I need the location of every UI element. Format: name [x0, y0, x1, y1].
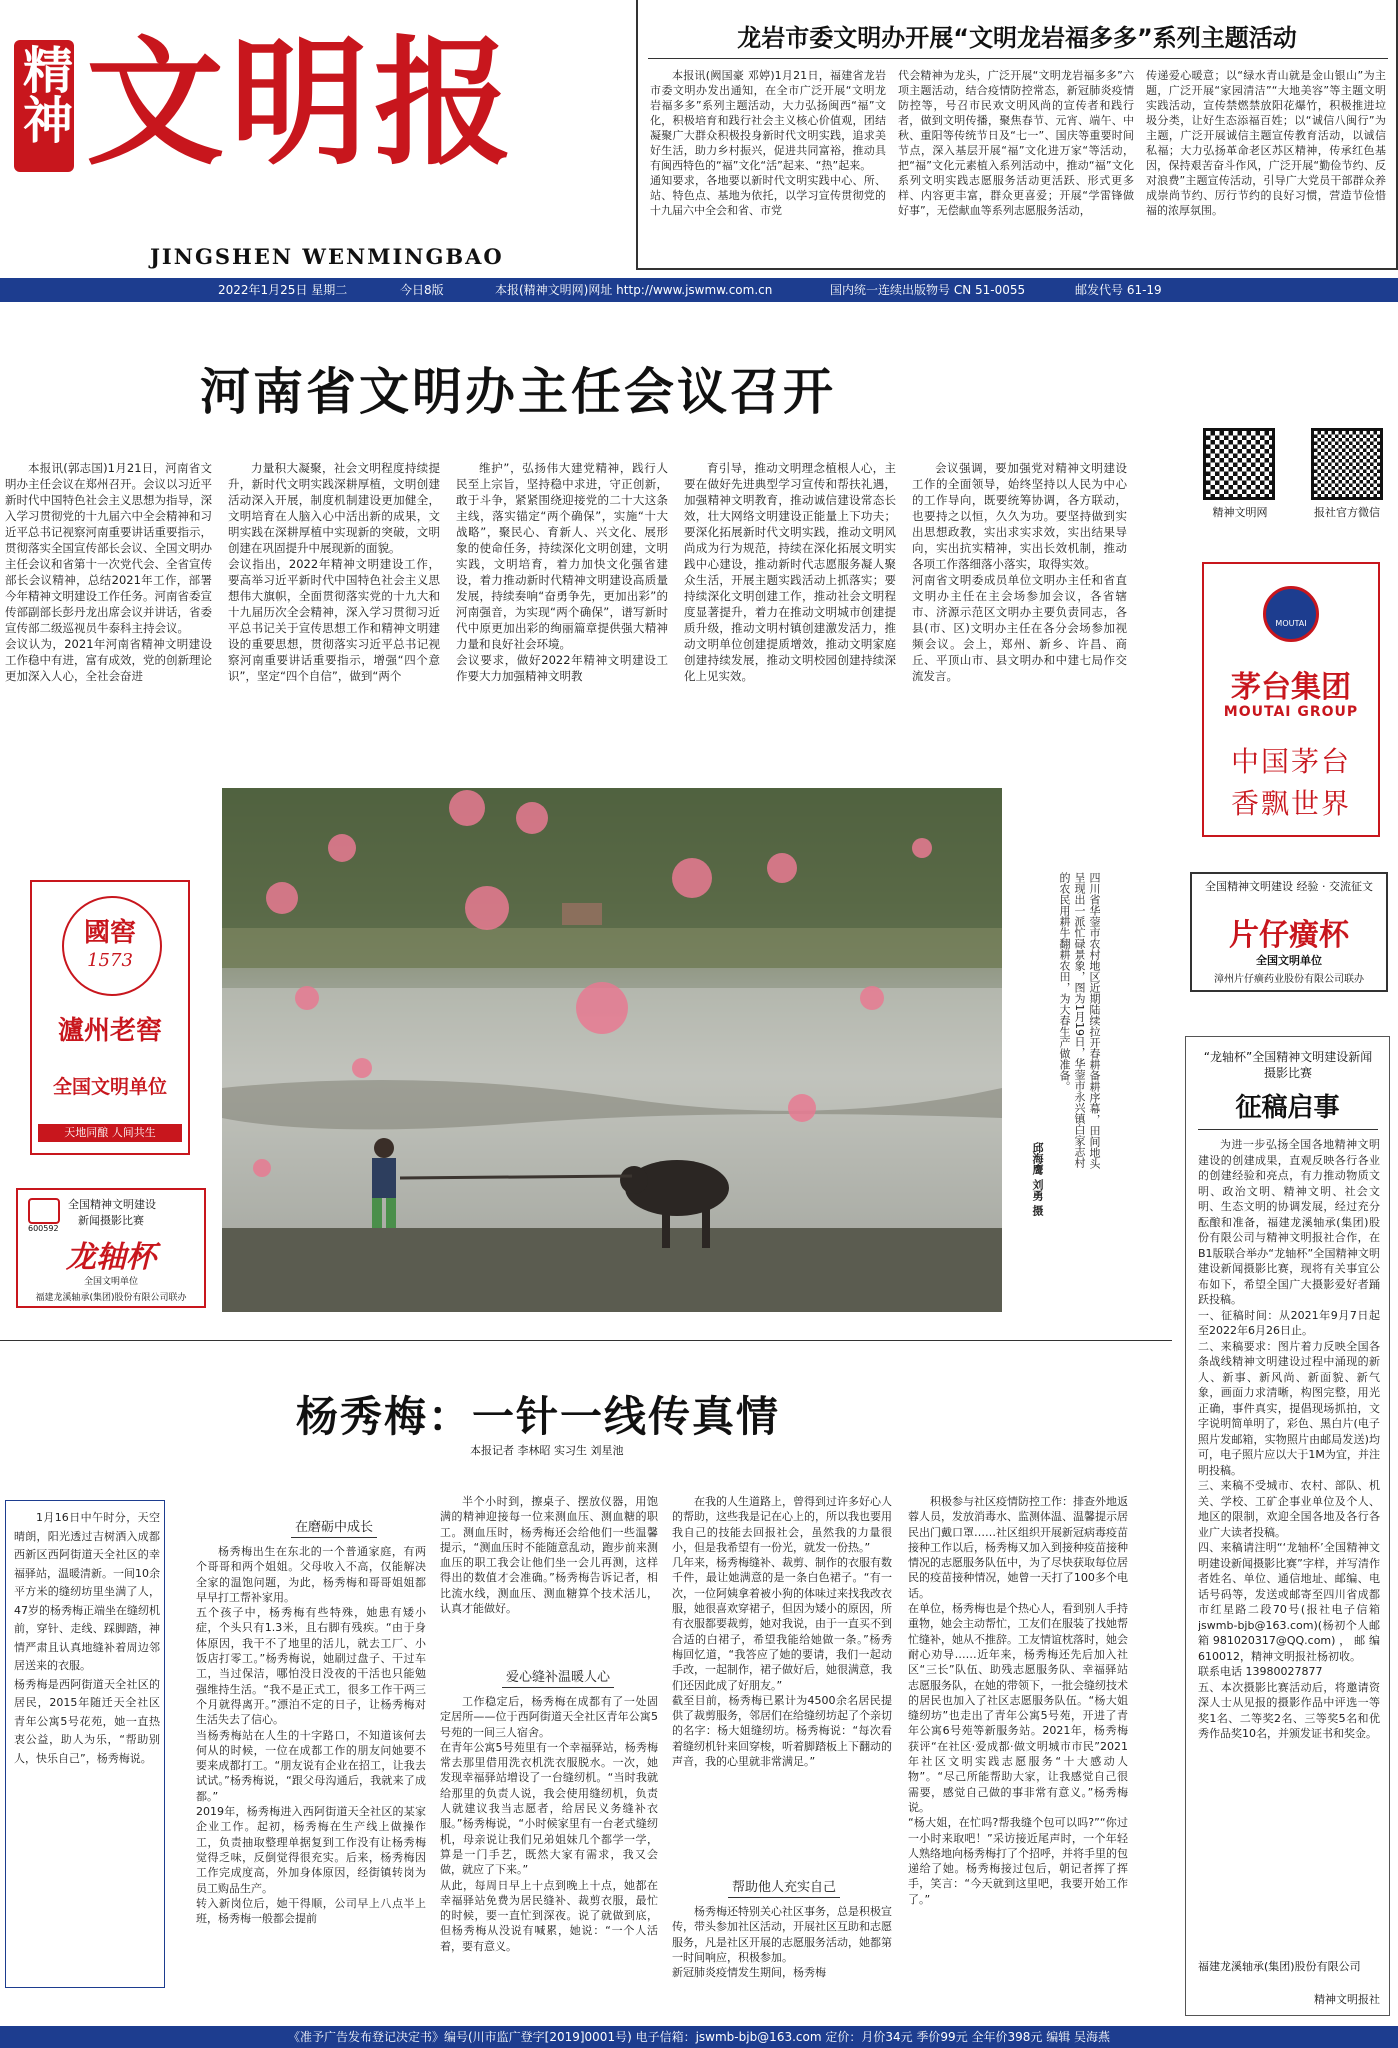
feature-col4: 积极参与社区疫情防控工作：排查外地返蓉人员，发放消毒水、监测体温、温馨提示居民出门戴口罩……社区组织开展新冠病毒疫苗接种工作以后，杨秀梅又加入到接种疫苗接种情况的志愿服务队伍中，为了尽快获取每位居民的疫苗接种情况，她曾一天打了100多个电话。 在单位，杨秀梅也是个热心人，看到别人手持重物，她会主动帮忙，工友们在服装了找她帮忙缝补，她从不推辞。工友情谊枕落时，她会耐心劝导……近年来，杨秀梅还先后加入社区“三长”队伍、助残志愿服务队、幸福驿站志愿服务队，在她的带领下，一批会缝纫技术的居民也加入了社区志愿服务队伍。“杨大姐缝纫坊”也走出了青年公寓5号苑，开进了青年公寓6号苑等新服务站。2021年，杨秀梅获评“在社区·爱成都·做文明城市市民”2021年社区文明实践志愿服务“十大感动人物”。“尽己所能帮助大家，让我感觉自己很需要，感觉自己做的事非常有意义。”杨秀梅说。 “杨大姐，在忙吗?帮我缝个包可以吗?”“你过一小时来取吧！”采访接近尾声时，一个年轻人熟络地向杨秀梅打了个招呼，并将手里的包递给了她。杨秀梅接过包后，朝记者挥了挥手，笑言：“今天就到这里吧，我要开始工作了。”: [908, 1495, 1128, 1906]
guojiao-slogan: 天地同酿 人间共生: [38, 1124, 182, 1142]
feature-headline: 杨秀梅：一针一线传真情: [296, 1392, 781, 1441]
postal-code: 邮发代号 61-19: [1075, 283, 1162, 297]
moutai-en: MOUTAI GROUP: [1223, 704, 1359, 720]
feature-sidebar: [5, 1500, 165, 1988]
feature-sub2-text: 爱心缝补温暖人心: [502, 1670, 614, 1688]
moutai-brand: MOUTAI: [1275, 619, 1307, 628]
feature-sub3: [684, 1876, 884, 1895]
notice-org1: 福建龙溪轴承(集团)股份有限公司: [1198, 1960, 1361, 1973]
main-col1: 本报讯(郭志国)1月21日，河南省文明办主任会议在郑州召开。会议以习近平新时代中国特色社会主义思想为指导，深入学习贯彻党的十九届六中全会精神和习近平总书记视察河南重要讲话重要指示，贯彻落实全国宣传部长会议、全国文明办主任会议和省第十一次党代会、全省宣传部长会议精神，总结2021年工作，部署今年精神文明建设工作任务。河南省委宣传部副部长彭丹龙出席会议并讲话，省委宣传部二级巡视员牛泰科主持会议。 会议认为，2021年河南省精神文明建设工作稳中有进，富有成效，党的创新理论更加深入人心，全社会奋进: [5, 461, 212, 683]
luzhou-laojiao: 瀘州老窖: [57, 1016, 162, 1046]
guojiao-name: 國窖: [83, 918, 136, 948]
pzh-name: 片仔癀杯: [1229, 918, 1349, 953]
footer: 《准予广告发布登记决定书》编号(川市监广登字[2019]0001号) 电子信箱：jswmb-bjb@163.com 定价：月价34元 季价99元 全年价398元 编辑 吴海燕: [0, 2026, 1398, 2048]
masthead: [0, 0, 640, 275]
feature-col2b: 工作稳定后，杨秀梅在成都有了一处固定居所——位于西阿街道天全社区青年公寓5号苑的一间三人宿舍。 在青年公寓5号苑里有一个幸福驿站，杨秀梅常去那里借用洗衣机洗衣服脱水。一次，她发现幸福驿站增设了一台缝纫机。“当时我就给那里的负责人说，我会使用缝纫机，负责人就建议我当志愿者，给居民义务缝补衣服。”杨秀梅说，“小时候家里有一台老式缝纫机，母亲说让我们兄弟姐妹几个都学一学，算是一门手艺，既然大家有需求，我又会做，就应了下来。” 从此，每周日早上十点到晚上十点，她都在幸福驿站免费为居民缝补、裁剪衣服，最忙的时候，要一直忙到深夜。说了就做到底，但杨秀梅从没说有喊累，她说：“一个人活着，要有意义。: [440, 1695, 658, 1953]
feature-col2: 半个小时到，擦桌子、摆放仪器，用饱满的精神迎接每一位来测血压、测血糖的职工。测血压时，杨秀梅还会给他们一些温馨提示，“测血压时不能随意乱动，跑步前来测血压的职工我会让他们坐一会儿再测，这样得出的数值才会准确。”杨秀梅告诉记者，相比流水线，测血压、测血糖算个技术活儿，认真才能做好。: [440, 1495, 658, 1616]
photo-credit: 邱海鹰 刘勇 摄: [1031, 1142, 1044, 1216]
feature-sub1: [234, 1516, 434, 1535]
main-col5: 会议强调，要加强党对精神文明建设工作的全面领导，始终坚持以人民为中心的工作导向，既要统筹协调，各方联动，也要持之以恒，久久为功。要坚持做到实出思想政教，实出求实求效，实出结果导向，实出抗实精神，实出长效机制，推动各项工作落细落小落实，取得实效。 河南省文明委成员单位文明办主任和省直文明办主任在主会场参加会议，各省辖市、济源示范区文明办主要负责同志，各县(市、区)文明办主任在各分会场参加视频会议。会上，郑州、新乡、许昌、商丘、平顶山市、县文明办和中建七局作交流发言。: [912, 461, 1127, 683]
lzb-logo-icon: [28, 1198, 60, 1224]
qr-label-2: 报社官方微信: [1314, 506, 1380, 519]
photo-scene: [222, 788, 1002, 1312]
main-headline: 河南省文明办主任会议召开: [200, 362, 836, 421]
lzb-code: 600592: [28, 1224, 59, 1233]
qr-code-1[interactable]: [1203, 428, 1275, 500]
pzh-top: 全国精神文明建设 经验 · 交流征文: [1205, 880, 1373, 893]
notice-body: 为进一步弘扬全国各地精神文明建设的创建成果，直观反映各行各业的创建经验和亮点，有力推动物质文明、政治文明、精神文明、社会文明、生态文明的协调发展，经过充分酝酿和准备，福建龙溪轴承(集团)股份有限公司与精神文明报社合作，在B1版联合举办“龙轴杯”全国精神文明建设新闻摄影比赛，现将有关事宜公布如下，希望全国广大摄影爱好者踊跃投稿。 一、征稿时间：从2021年9月7日起至2022年6月26日止。 二、来稿要求：图片着力反映全国各条战线精神文明建设过程中涌现的新人、新事、新风尚、新面貌、新气象，画面力求清晰，构图完整，用光正确，事件真实，提倡现场抓拍，文字说明简单明了，彩色、黑白片(电子照片发邮箱，实物照片由邮局发送)均可，电子照片应以大于1M为宜，并注明投稿。 三、来稿不受城市、农村、部队、机关、学校、工矿企事业单位及个人、地区的限制，欢迎全国各地及各行各业广大读者投稿。 四、来稿请注明“‘龙轴杯’全国精神文明建设新闻摄影比赛”字样，并写清作者姓名、单位、通信地址、邮编、电话号码等，发送或邮寄至四川省成都市红星路二段70号(报社电子信箱jswmb-bjb@163.com)(杨初个人邮箱981020317@QQ.com)，邮编610012，精神文明报社杨初收。 联系电话 13980027877 五、本次摄影比赛活动后，将邀请资深人士从见报的摄影作品中评选一等奖1名、二等奖2名、三等奖5名和优秀作品奖10名，并颁发证书和奖金。: [1198, 1138, 1380, 1740]
top-story-headline: 龙岩市委文明办开展“文明龙岩福多多”系列主题活动: [737, 24, 1297, 52]
lzb-name: 龙轴杯: [66, 1240, 156, 1275]
notice-org2: 精神文明报社: [1314, 1993, 1380, 2006]
top-story-box: [636, 0, 1398, 270]
masthead-title-small: 精神: [15, 44, 74, 144]
lzb-line2: 新闻摄影比赛: [78, 1214, 144, 1227]
feature-sidebar-text: 1月16日中午时分，天空晴朗，阳光透过吉树洒入成都西新区西阿街道天全社区的幸福驿站，温暖清新。一间10余平方米的缝纫坊里坐满了人，47岁的杨秀梅正端坐在缝纫机前，穿针、走线、踩脚踏，神情严肃且认真地缝补着周边邻居送来的衣服。 杨秀梅是西阿街道天全社区的居民，2015年随迁天全社区青年公寓5号花苑，她一直热衷公益，助人为乐，“帮助别人，快乐自己”，杨秀梅说。: [14, 1511, 160, 1765]
main-col3: 维护”，弘扬伟大建党精神，践行人民至上宗旨，坚持稳中求进，守正创新，敢于斗争，紧紧围绕迎接党的二十大这条主线，落实锚定“两个确保”，实施“十大战略”，聚民心、育新人、兴文化、展形象的使命任务，持续深化文明创建，文明实践，文明培育，着力加快文化强省建设，着力推动新时代精神文明建设高质量发展，持续奏响“奋勇争先，更加出彩”的河南强音，为实现“两个确保”，谱写新时代中原更加出彩的绚丽篇章提供强大精神力量和良好社会环境。 会议要求，做好2022年精神文明建设工作要大力加强精神文明教: [456, 461, 668, 683]
lzb-company: 福建龙溪轴承(集团)股份有限公司联办: [35, 1293, 187, 1303]
pianzaihuang-ad: [1190, 872, 1388, 992]
qr-code-2[interactable]: [1311, 428, 1383, 500]
moutai-ad: [1202, 562, 1380, 837]
date-line: 2022年1月25日 星期二: [218, 283, 348, 297]
moutai-name: 茅台集团: [1231, 670, 1351, 705]
top-story-col3: 传递爱心暖意；以“绿水青山就是金山银山”为主题，广泛开展“家园清洁”“大地美容”等主题文明实践活动，宣传禁燃禁放阳花爆竹，积极推进垃圾分类，让好生态添福百姓；以“诚信八闽行”为主题，广泛开展诚信主题宣传教育活动，以诚信私福；大力弘扬革命老区苏区精神，传承红色基因，保持艰苦奋斗作风，广泛开展“勤俭节约、反对浪费”主题宣传活动，引导广大党员干部群众养成崇尚节约、厉行节约的良好习惯，营造节俭惜福的浓厚氛围。: [1146, 69, 1386, 217]
feature-byline: 本报记者 李林昭 实习生 刘星池: [470, 1444, 624, 1457]
pzh-unit: 全国文明单位: [1256, 954, 1322, 967]
photo-caption: 四川省华蓥市农村地区近期陆续拉开春耕备耕序幕，田间地头呈现出一派忙碌景象，图为1月19日，华蓥市永兴镇白家志村的农民用耕牛翻耕农田，为大春生产做准备。: [1058, 872, 1101, 1169]
feature-sub1-text: 在磨砺中成长: [291, 1520, 377, 1538]
date-bar: [0, 278, 1398, 302]
top-story-col2: 代会精神为龙头，广泛开展“文明龙岩福多多”六项主题活动，结合疫情防控常态，新冠肺炎疫情防控等，号召市民欢文明风尚的宣传者和践行者，做到文明传播，聚焦春节、元宵、端午、中秋、重阳等传统节日及“七一”、国庆等重要时间节点，深入基层开展“福”文化进万家“等活动，把“福”文化元素植入系列活动中，推动“福”文化系列文明实践志愿服务活动更活跃、形式更多样、内容更丰富，群众更喜爱；开展“学雷锋做好事”，无偿献血等系列志愿服务活动，: [898, 69, 1134, 217]
moutai-logo-icon: [1263, 586, 1319, 642]
feature-sub3-text: 帮助他人充实自己: [728, 1880, 840, 1898]
notice-box: [1185, 1036, 1390, 2016]
guojiao-year: 1573: [87, 950, 133, 971]
guojiao-ad: [30, 880, 190, 1155]
lzb-unit: 全国文明单位: [83, 1277, 138, 1287]
pages-label: 今日8版: [400, 283, 444, 297]
feature-col3: 在我的人生道路上，曾得到过许多好心人的帮助，这些我是记在心上的，所以我也要用我自己的技能去回报社会，虽然我的力量很小，但是我希望有一份光，就发一份热。” 几年来，杨秀梅缝补、裁剪、制作的衣服有数千件，最让她满意的是一条白色裙子。“有一次，一位阿姨拿着被小狗的体味过来找我改衣服，她很喜欢穿裙子，但因为矮小的原因，所有衣服都要裁剪，她对我说，由于一直买不到合适的白裙子，希望我能给她做一条。”杨秀梅回忆道，“我答应了她的要请，我们一起动手改，一起制作，裙子做好后，她很满意，我们还因此成了好朋友。” 截至目前，杨秀梅已累计为4500余名居民提供了裁剪服务，邻居们在给缝纫坊起了个亲切的名字：杨大姐缝纫坊。杨秀梅说：“每次看着缝纫机针来回穿梭，听着脚踏板上下翻动的声音，我的心里就非常满足。”: [672, 1495, 892, 1769]
notice-pre: “龙轴杯”全国精神文明建设新闻摄影比赛: [1203, 1050, 1373, 1080]
moutai-slogan-1: 中国茅台: [1230, 745, 1351, 778]
feature-col1: 杨秀梅出生在东北的一个普通家庭，有两个哥哥和两个姐姐。父母收入不高，仅能解决全家的温饱问题，为此，杨秀梅和哥哥姐姐都早早打工帮补家用。 五个孩子中，杨秀梅有些特殊，她患有矮小症，个头只有1.3米，且右脚有残疾。“由于身体原因，我干不了地里的活儿，就去工厂、小饭店打零工。”杨秀梅说，她刷过盘子、干过车工，当过保洁，哪怕没日没夜的干活也只能勉强维持生活。“我不是正式工，很多工作干两三个月就得离开。”漂泊不定的日子，让杨秀梅对生活失去了信心。 当杨秀梅站在人生的十字路口，不知道该何去何从的时候，一位在成都工作的朋友问她要不要来成都打工。“朋友说有企业在招工，让我去试试。”杨秀梅说，“跟父母沟通后，我就来了成都。” 2019年，杨秀梅进入西阿街道天全社区的某家企业工作。起初，杨秀梅在生产线上做操作工，负责抽取整理单据复到工作没有让杨秀梅觉得乏味，反倒觉得很充实。后来，杨秀梅因工作完成度高，外加身体原因，经街镇转岗为员工购品生产。 转入新岗位后，她干得顺，公司早上八点半上班，杨秀梅一般都会提前: [196, 1545, 426, 1926]
masthead-pinyin: JINGSHEN WENMINGBAO: [150, 244, 504, 269]
qr-label-1: 精神文明网: [1212, 506, 1268, 519]
feature-col3b: 杨秀梅还特别关心社区事务，总是积极宣传，带头参加社区活动，开展社区互助和志愿服务，凡是社区开展的志愿服务活动，她都第一时间响应，积极参加。 新冠肺炎疫情发生期间，杨秀梅: [672, 1905, 892, 1980]
longzhou-ad: [16, 1188, 206, 1308]
top-story-col1: 本报讯(阙国豪 邓婷)1月21日，福建省龙岩市委文明办发出通知，在全市广泛开展“文明龙岩福多多”系列主题活动，大力弘扬闽西“福”文化，积极培育和践行社会主义核心价值观，团结凝聚广大群众积极投身新时代文明实践，追求美好生活，助力乡村振兴，促进共同富裕，推动具有闽西特色的“福”文化“活”起来、“热”起来。 通知要求，各地要以新时代文明实践中心、所、站、特色点、基地为依托，以学习宣传贯彻党的十九届六中全会和省、市党: [650, 69, 886, 217]
farm-photo: [222, 788, 1002, 1312]
lzb-line1: 全国精神文明建设: [68, 1198, 156, 1211]
main-col4: 育引导，推动文明理念植根人心，主要在做好先进典型学习宣传和帮扶礼遇，加强精神文明教育，推动诚信建设常态长效，壮大网络文明建设正能量上下功夫；要深化拓展新时代文明实践，推动文明风尚成为行为规范，持续在深化拓展文明实践中心建设，推动新时代志愿服务凝人聚众生活，开展主题实践活动上抓落实；要持续深化文明创建工作，推动社会文明程度显著提升，着力在推动文明城市创建提质升级，推动文明村镇创建激发活力，推动文明单位创建提质增效，推动文明家庭创建持续发展，推动文明校园创建持续深化上见实效。: [684, 461, 896, 683]
notice-title: 征稿启事: [1235, 1093, 1340, 1123]
masthead-title: 文明报: [86, 21, 519, 184]
feature-sub2: [458, 1666, 658, 1685]
website: 本报(精神文明网)网址 http://www.jswmw.com.cn: [495, 283, 773, 297]
main-col2: 力量积大凝聚，社会文明程度持续提升，新时代文明实践深耕厚植，文明创建活动深入开展，制度机制建设更加健全，文明培育在人脑入心中活出新的成果，文明实践在深耕厚植中实现新的突破，文明创建在巩固提升中展现新的面貌。 会议指出，2022年精神文明建设工作，要高举习近平新时代中国特色社会主义思想伟大旗帜，全面贯彻落实党的十九大和十九届历次全会精神，深入学习贯彻习近平总书记关于宣传思想工作和精神文明建设的重要思想，贯彻落实习近平总书记视察河南重要讲话重要指示，增强“四个意识”，坚定“四个自信”，做到“两个: [228, 461, 440, 683]
guojiao-unit: 全国文明单位: [52, 1076, 167, 1098]
moutai-slogan-2: 香飘世界: [1230, 787, 1351, 820]
pzh-company: 漳州片仔癀药业股份有限公司联办: [1214, 974, 1364, 985]
cn-number: 国内统一连续出版物号 CN 51-0055: [830, 283, 1026, 297]
